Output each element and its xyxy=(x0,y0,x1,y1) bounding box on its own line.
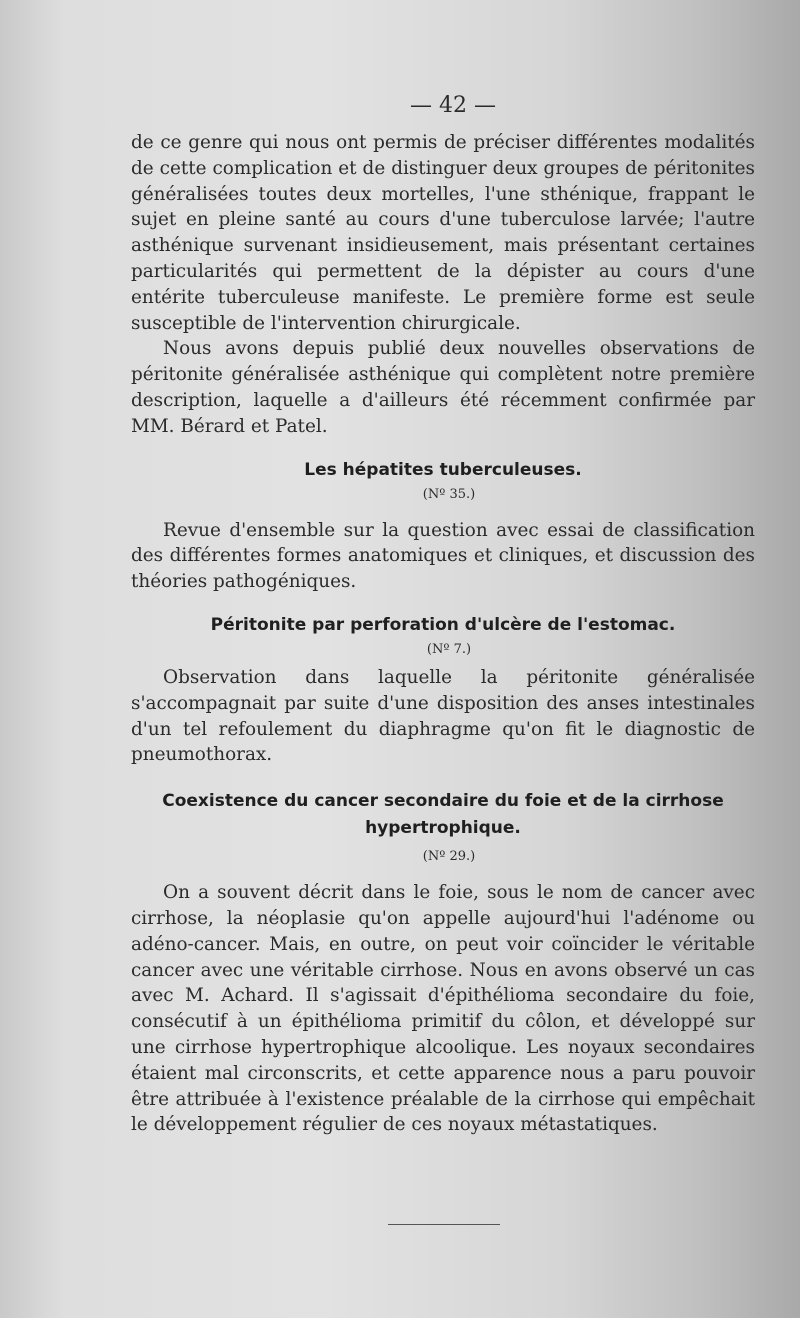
section-ref-coexistence: (Nº 29.) xyxy=(422,849,476,865)
second-paragraph: Nous avons depuis publié deux nouvelles observations de péritonite généralisée asthénique qui complètent notre première description, laquelle a d'ailleurs été récemment confirmée par MM. Bérard et Patel. xyxy=(131,338,755,437)
closing-rule xyxy=(388,1224,500,1225)
section-ref-peritonite: (Nº 7.) xyxy=(426,641,472,657)
section-ref-hepatites: (Nº 35.) xyxy=(422,486,476,502)
section-text-hepatites: Revue d'ensemble sur la question avec essai de classification des différentes formes anatomiques et cliniques, et discussion des théories pathogéniques. xyxy=(131,519,755,593)
section-title-coexistence: Coexistence du cancer secondaire du foie et de la cirrhose hypertrophique. xyxy=(162,791,724,839)
section-text-peritonite: Observation dans laquelle la péritonite généralisée s'accompagnait par suite d'une disposition des anses intestinales d'un tel refoulement du diaphragme qu'on fit le diagnostic de pneumothorax. xyxy=(131,666,755,766)
page-number: — 42 — xyxy=(410,93,496,118)
section-title-hepatites: Les hépatites tuberculeuses. xyxy=(304,459,582,480)
section-title-peritonite: Péritonite par perforation d'ulcère de l'estomac. xyxy=(210,614,676,635)
intro-paragraph: de ce genre qui nous ont permis de préciser différentes modalités de cette complication et de distinguer deux groupes de péritonites généralisées toutes deux mortelles, l'une sthénique, frappant le sujet en pleine santé au cours d'une tuberculose larvée; l'autre asthénique survenant insidieusement, mais présentant certaines particularités qui permettent de la dépister au cours d'une entérite tuberculeuse manifeste. Le première forme est seule susceptible de l'intervention chirurgicale. xyxy=(131,132,755,334)
page-content xyxy=(131,88,755,1138)
section-text-coexistence: On a souvent décrit dans le foie, sous le nom de cancer avec cirrhose, la néoplasie qu'on appelle aujourd'hui l'adénome ou adéno-cancer. Mais, en outre, on peut voir coïncider le véritable cancer avec une véritable cirrhose. Nous en avons observé un cas avec M. Achard. Il s'agissait d'épithélioma secondaire du foie, consécutif à un épithélioma primitif du côlon, et développé sur une cirrhose hypertrophique alcoolique. Les noyaux secondaires étaient mal circonscrits, et cette apparence nous a paru pouvoir être attribuée à l'existence préalable de la cirrhose qui empêchait le développement régulier de ces noyaux métastatiques. xyxy=(131,882,755,1136)
